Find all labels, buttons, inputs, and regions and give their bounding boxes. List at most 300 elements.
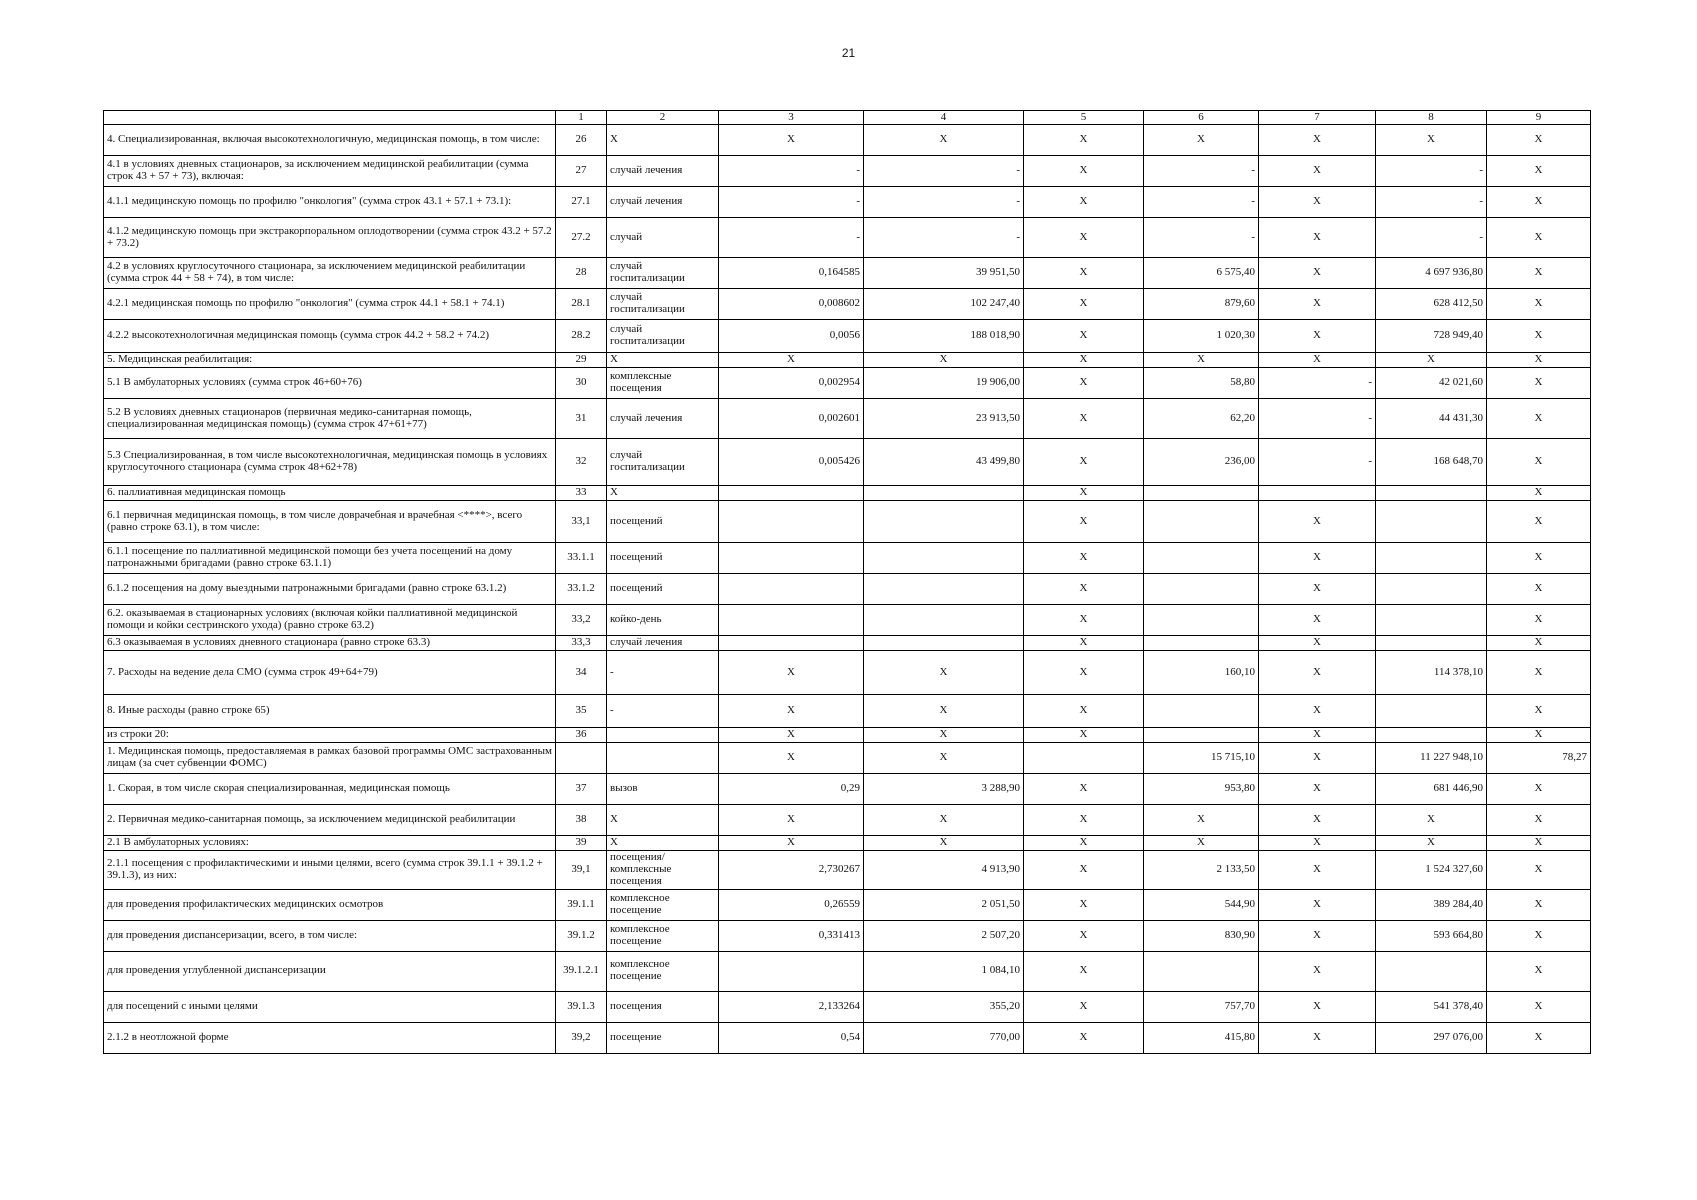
value-cell: X [1024,651,1144,695]
unit-cell: случай [607,218,719,258]
value-cell: - [1259,439,1376,486]
table-row [104,125,1591,156]
value-cell: 728 949,40 [1376,320,1487,353]
value-cell: X [1024,125,1144,156]
value-cell: X [1024,636,1144,651]
value-cell: X [1259,920,1376,951]
value-cell: - [719,218,864,258]
value-cell: 114 378,10 [1376,651,1487,695]
column-number: 1 [556,111,607,125]
page-number: 21 [841,46,856,60]
row-label: 4.2 в условиях круглосуточного стационара, за исключением медицинской реабилитации (сумма строк 44 + 58 + 74), в том числе: [104,258,556,289]
value-cell: X [1024,353,1144,368]
row-code: 30 [556,368,607,399]
value-cell: 0,164585 [719,258,864,289]
value-cell: X [1024,368,1144,399]
value-cell: X [1259,951,1376,991]
value-cell [1376,605,1487,636]
value-cell: X [719,695,864,728]
row-code: 33.1.1 [556,543,607,574]
value-cell: X [1487,920,1591,951]
value-cell [1144,636,1259,651]
row-code: 39,1 [556,851,607,890]
unit-cell: комплексное посещение [607,951,719,991]
value-cell: X [1487,125,1591,156]
row-code: 38 [556,805,607,836]
table-row [104,501,1591,543]
table-row [104,774,1591,805]
value-cell: 953,80 [1144,774,1259,805]
table-row [104,1022,1591,1053]
value-cell: 4 697 936,80 [1376,258,1487,289]
value-cell: X [1487,289,1591,320]
value-cell: X [1487,368,1591,399]
value-cell: 23 913,50 [864,399,1024,439]
value-cell: X [719,728,864,743]
value-cell: - [1144,218,1259,258]
unit-cell: случай лечения [607,636,719,651]
value-cell [1144,605,1259,636]
value-cell: X [1024,920,1144,951]
row-label: 2. Первичная медико-санитарная помощь, за исключением медицинской реабилитации [104,805,556,836]
value-cell: X [1024,501,1144,543]
value-cell: X [1259,289,1376,320]
value-cell: X [1144,353,1259,368]
data-table [103,110,1591,1054]
row-label: 5. Медицинская реабилитация: [104,353,556,368]
unit-cell: X [607,353,719,368]
value-cell: X [1487,399,1591,439]
value-cell: 0,331413 [719,920,864,951]
value-cell: X [1487,543,1591,574]
value-cell: X [1487,951,1591,991]
value-cell: 42 021,60 [1376,368,1487,399]
value-cell: X [1487,574,1591,605]
value-cell: X [1487,486,1591,501]
unit-cell: комплексное посещение [607,920,719,951]
value-cell: 19 906,00 [864,368,1024,399]
value-cell: 2 507,20 [864,920,1024,951]
value-cell: X [864,695,1024,728]
value-cell: - [719,187,864,218]
table-row [104,353,1591,368]
row-code: 39.1.3 [556,991,607,1022]
value-cell: 188 018,90 [864,320,1024,353]
value-cell: X [1259,728,1376,743]
value-cell: X [719,805,864,836]
value-cell: 297 076,00 [1376,1022,1487,1053]
value-cell: 15 715,10 [1144,743,1259,774]
value-cell: 78,27 [1487,743,1591,774]
value-cell: X [1259,743,1376,774]
row-label: 8. Иные расходы (равно строке 65) [104,695,556,728]
table-row [104,991,1591,1022]
row-code: 33.1.2 [556,574,607,605]
row-label: 7. Расходы на ведение дела СМО (сумма строк 49+64+79) [104,651,556,695]
value-cell: 6 575,40 [1144,258,1259,289]
value-cell: 628 412,50 [1376,289,1487,320]
value-cell: X [1487,774,1591,805]
value-cell: - [719,156,864,187]
value-cell: X [1024,543,1144,574]
value-cell: X [1487,695,1591,728]
value-cell: 2 133,50 [1144,851,1259,890]
value-cell: X [1024,605,1144,636]
value-cell: X [864,353,1024,368]
value-cell: X [719,125,864,156]
value-cell: X [1487,187,1591,218]
value-cell [864,636,1024,651]
table-row [104,486,1591,501]
table-row [104,258,1591,289]
value-cell: X [1259,258,1376,289]
unit-cell: - [607,651,719,695]
unit-cell: посещений [607,574,719,605]
row-code: 33,3 [556,636,607,651]
row-code: 33,2 [556,605,607,636]
value-cell: X [1259,889,1376,920]
table-row [104,156,1591,187]
column-number: 2 [607,111,719,125]
value-cell: 2,133264 [719,991,864,1022]
row-label: 4.1.2 медицинскую помощь при экстракорпоральном оплодотворении (сумма строк 43.2 + 57.2 + 73.2) [104,218,556,258]
unit-cell: посещений [607,501,719,543]
value-cell: X [1487,353,1591,368]
value-cell: 0,005426 [719,439,864,486]
value-cell: X [1487,605,1591,636]
row-label: 4.2.2 высокотехнологичная медицинская помощь (сумма строк 44.2 + 58.2 + 74.2) [104,320,556,353]
value-cell: X [1487,258,1591,289]
value-cell: X [719,836,864,851]
value-cell: - [1259,399,1376,439]
column-number: 6 [1144,111,1259,125]
unit-cell: койко-день [607,605,719,636]
row-code: 35 [556,695,607,728]
value-cell: 62,20 [1144,399,1259,439]
value-cell: X [864,728,1024,743]
table-row [104,728,1591,743]
value-cell: X [1024,774,1144,805]
table-row [104,889,1591,920]
value-cell: X [1144,836,1259,851]
value-cell: X [1144,125,1259,156]
value-cell: X [1024,889,1144,920]
value-cell: X [719,353,864,368]
unit-cell: X [607,805,719,836]
value-cell: X [1024,695,1144,728]
row-label: 6. паллиативная медицинская помощь [104,486,556,501]
row-code: 31 [556,399,607,439]
unit-cell [607,743,719,774]
table-row [104,636,1591,651]
value-cell: 43 499,80 [864,439,1024,486]
value-cell: 593 664,80 [1376,920,1487,951]
unit-cell: случай госпитализации [607,320,719,353]
value-cell [864,543,1024,574]
value-cell [719,636,864,651]
value-cell: X [1487,651,1591,695]
unit-cell: комплексные посещения [607,368,719,399]
value-cell: X [719,651,864,695]
table-row [104,920,1591,951]
value-cell: X [719,743,864,774]
value-cell: X [1487,1022,1591,1053]
value-cell [719,574,864,605]
value-cell [1259,486,1376,501]
value-cell [864,574,1024,605]
value-cell [719,951,864,991]
row-label: 2.1.1 посещения с профилактическими и иными целями, всего (сумма строк 39.1.1 + 39.1.2 + 39.1.3), из них: [104,851,556,890]
value-cell: 770,00 [864,1022,1024,1053]
value-cell: X [1024,486,1144,501]
value-cell: 541 378,40 [1376,991,1487,1022]
value-cell: 0,008602 [719,289,864,320]
value-cell: 58,80 [1144,368,1259,399]
value-cell: X [1024,156,1144,187]
unit-cell: случай госпитализации [607,439,719,486]
unit-cell: вызов [607,774,719,805]
table-row [104,289,1591,320]
row-label: 2.1.2 в неотложной форме [104,1022,556,1053]
table-row [104,574,1591,605]
value-cell: - [864,156,1024,187]
value-cell: X [1024,289,1144,320]
value-cell: X [1487,636,1591,651]
value-cell [864,501,1024,543]
value-cell: X [1024,187,1144,218]
value-cell: X [1259,836,1376,851]
table-row [104,320,1591,353]
value-cell: X [864,836,1024,851]
value-cell: X [1487,320,1591,353]
header-row [104,111,1591,125]
value-cell: X [1259,1022,1376,1053]
value-cell: X [1259,543,1376,574]
value-cell: X [1487,439,1591,486]
row-label: 5.1 В амбулаторных условиях (сумма строк 46+60+76) [104,368,556,399]
row-label: из строки 20: [104,728,556,743]
row-label: 5.2 В условиях дневных стационаров (первичная медико-санитарная помощь, специализированная медицинская помощь) (сумма строк 47+61+77) [104,399,556,439]
value-cell: X [1024,991,1144,1022]
value-cell: X [1376,353,1487,368]
unit-cell: случай лечения [607,187,719,218]
value-cell: X [1259,695,1376,728]
value-cell [1024,743,1144,774]
value-cell: X [1376,836,1487,851]
value-cell: 168 648,70 [1376,439,1487,486]
row-label: для посещений с иными целями [104,991,556,1022]
row-label: для проведения профилактических медицинских осмотров [104,889,556,920]
value-cell: X [1259,774,1376,805]
value-cell: X [864,743,1024,774]
value-cell: X [1487,218,1591,258]
value-cell [1376,501,1487,543]
value-cell: - [1376,218,1487,258]
row-label: для проведения углубленной диспансеризации [104,951,556,991]
value-cell: 1 020,30 [1144,320,1259,353]
value-cell: X [1259,501,1376,543]
value-cell [1376,636,1487,651]
value-cell: - [1259,368,1376,399]
row-code: 39,2 [556,1022,607,1053]
value-cell: 757,70 [1144,991,1259,1022]
unit-cell: случай лечения [607,156,719,187]
row-label: 4.1 в условиях дневных стационаров, за исключением медицинской реабилитации (сумма строк 43 + 57 + 73), включая: [104,156,556,187]
value-cell: X [1487,728,1591,743]
row-code: 39.1.2.1 [556,951,607,991]
value-cell: X [1259,651,1376,695]
row-code: 34 [556,651,607,695]
value-cell [719,486,864,501]
table-row [104,543,1591,574]
row-label: для проведения диспансеризации, всего, в том числе: [104,920,556,951]
unit-cell: случай госпитализации [607,258,719,289]
value-cell: - [1376,187,1487,218]
row-code: 28.1 [556,289,607,320]
table-row [104,605,1591,636]
table-row [104,651,1591,695]
row-code: 29 [556,353,607,368]
unit-cell: X [607,125,719,156]
value-cell [1144,486,1259,501]
table-row [104,218,1591,258]
value-cell: X [1487,889,1591,920]
row-code: 33 [556,486,607,501]
row-label: 6.2. оказываемая в стационарных условиях (включая койки паллиативной медицинской помощи и койки сестринского ухода) (равно строке 63.2) [104,605,556,636]
value-cell: X [864,805,1024,836]
value-cell: X [864,651,1024,695]
value-cell [1376,728,1487,743]
value-cell: X [1259,187,1376,218]
table-row [104,399,1591,439]
column-number: 9 [1487,111,1591,125]
value-cell: 0,002601 [719,399,864,439]
value-cell: X [1487,851,1591,890]
value-cell: X [1259,125,1376,156]
value-cell [1376,543,1487,574]
value-cell: X [1376,805,1487,836]
column-number: 4 [864,111,1024,125]
value-cell: 0,0056 [719,320,864,353]
column-number: 5 [1024,111,1144,125]
value-cell: 681 446,90 [1376,774,1487,805]
value-cell: - [1144,187,1259,218]
table-row [104,951,1591,991]
value-cell: X [1487,156,1591,187]
column-number: 7 [1259,111,1376,125]
row-label: 5.3 Специализированная, в том числе высокотехнологичная, медицинская помощь в условиях круглосуточного стационара (сумма строк 48+62+78) [104,439,556,486]
value-cell: 0,002954 [719,368,864,399]
row-code: 33,1 [556,501,607,543]
value-cell: X [1259,320,1376,353]
value-cell: 160,10 [1144,651,1259,695]
row-code: 32 [556,439,607,486]
value-cell: X [1259,218,1376,258]
value-cell [1376,951,1487,991]
unit-cell: посещения [607,991,719,1022]
column-number: 8 [1376,111,1487,125]
unit-cell: посещений [607,543,719,574]
value-cell: 415,80 [1144,1022,1259,1053]
value-cell [1144,951,1259,991]
table-row [104,805,1591,836]
table-row [104,368,1591,399]
value-cell: - [1376,156,1487,187]
value-cell: - [1144,156,1259,187]
table-row [104,695,1591,728]
value-cell [1376,695,1487,728]
value-cell: 2 051,50 [864,889,1024,920]
value-cell: 236,00 [1144,439,1259,486]
value-cell [1144,501,1259,543]
row-label: 1. Медицинская помощь, предоставляемая в рамках базовой программы ОМС застрахованным лицам (за счет субвенции ФОМС) [104,743,556,774]
value-cell [1144,574,1259,605]
value-cell: 544,90 [1144,889,1259,920]
value-cell: X [1024,258,1144,289]
unit-cell: посещение [607,1022,719,1053]
row-code: 37 [556,774,607,805]
value-cell: X [1024,1022,1144,1053]
value-cell [1144,543,1259,574]
value-cell: X [1024,320,1144,353]
value-cell: X [1259,851,1376,890]
value-cell [719,501,864,543]
value-cell: X [1487,501,1591,543]
value-cell: 830,90 [1144,920,1259,951]
unit-cell: комплексное посещение [607,889,719,920]
row-label: 6.1.1 посещение по паллиативной медицинской помощи без учета посещений на дому патронажными бригадами (равно строке 63.1.1) [104,543,556,574]
unit-cell: случай госпитализации [607,289,719,320]
row-label: 1. Скорая, в том числе скорая специализированная, медицинская помощь [104,774,556,805]
row-code: 28 [556,258,607,289]
value-cell: 4 913,90 [864,851,1024,890]
row-label: 6.3 оказываемая в условиях дневного стационара (равно строке 63.3) [104,636,556,651]
unit-cell: X [607,486,719,501]
value-cell: X [1024,728,1144,743]
value-cell: X [1259,636,1376,651]
value-cell: X [1024,439,1144,486]
value-cell [1144,728,1259,743]
row-code: 28.2 [556,320,607,353]
row-code: 27.2 [556,218,607,258]
table-row [104,439,1591,486]
value-cell [1376,486,1487,501]
value-cell: X [1259,991,1376,1022]
value-cell [864,486,1024,501]
row-code [556,743,607,774]
value-cell: 3 288,90 [864,774,1024,805]
unit-cell [607,728,719,743]
value-cell: X [1259,574,1376,605]
row-label: 6.1 первичная медицинская помощь, в том числе доврачебная и врачебная <****>, всего (равно строке 63.1), в том числе: [104,501,556,543]
value-cell: 44 431,30 [1376,399,1487,439]
value-cell: X [1487,805,1591,836]
value-cell: X [1376,125,1487,156]
value-cell: 102 247,40 [864,289,1024,320]
value-cell: X [1144,805,1259,836]
value-cell: X [1487,991,1591,1022]
table-row [104,743,1591,774]
unit-cell: посещения/комплексные посещения [607,851,719,890]
row-label: 4.2.1 медицинская помощь по профилю "онкология" (сумма строк 44.1 + 58.1 + 74.1) [104,289,556,320]
value-cell: 2,730267 [719,851,864,890]
value-cell: X [1259,353,1376,368]
value-cell: 879,60 [1144,289,1259,320]
row-label: 4.1.1 медицинскую помощь по профилю "онкология" (сумма строк 43.1 + 57.1 + 73.1): [104,187,556,218]
row-code: 27.1 [556,187,607,218]
value-cell: X [1024,805,1144,836]
unit-cell: - [607,695,719,728]
